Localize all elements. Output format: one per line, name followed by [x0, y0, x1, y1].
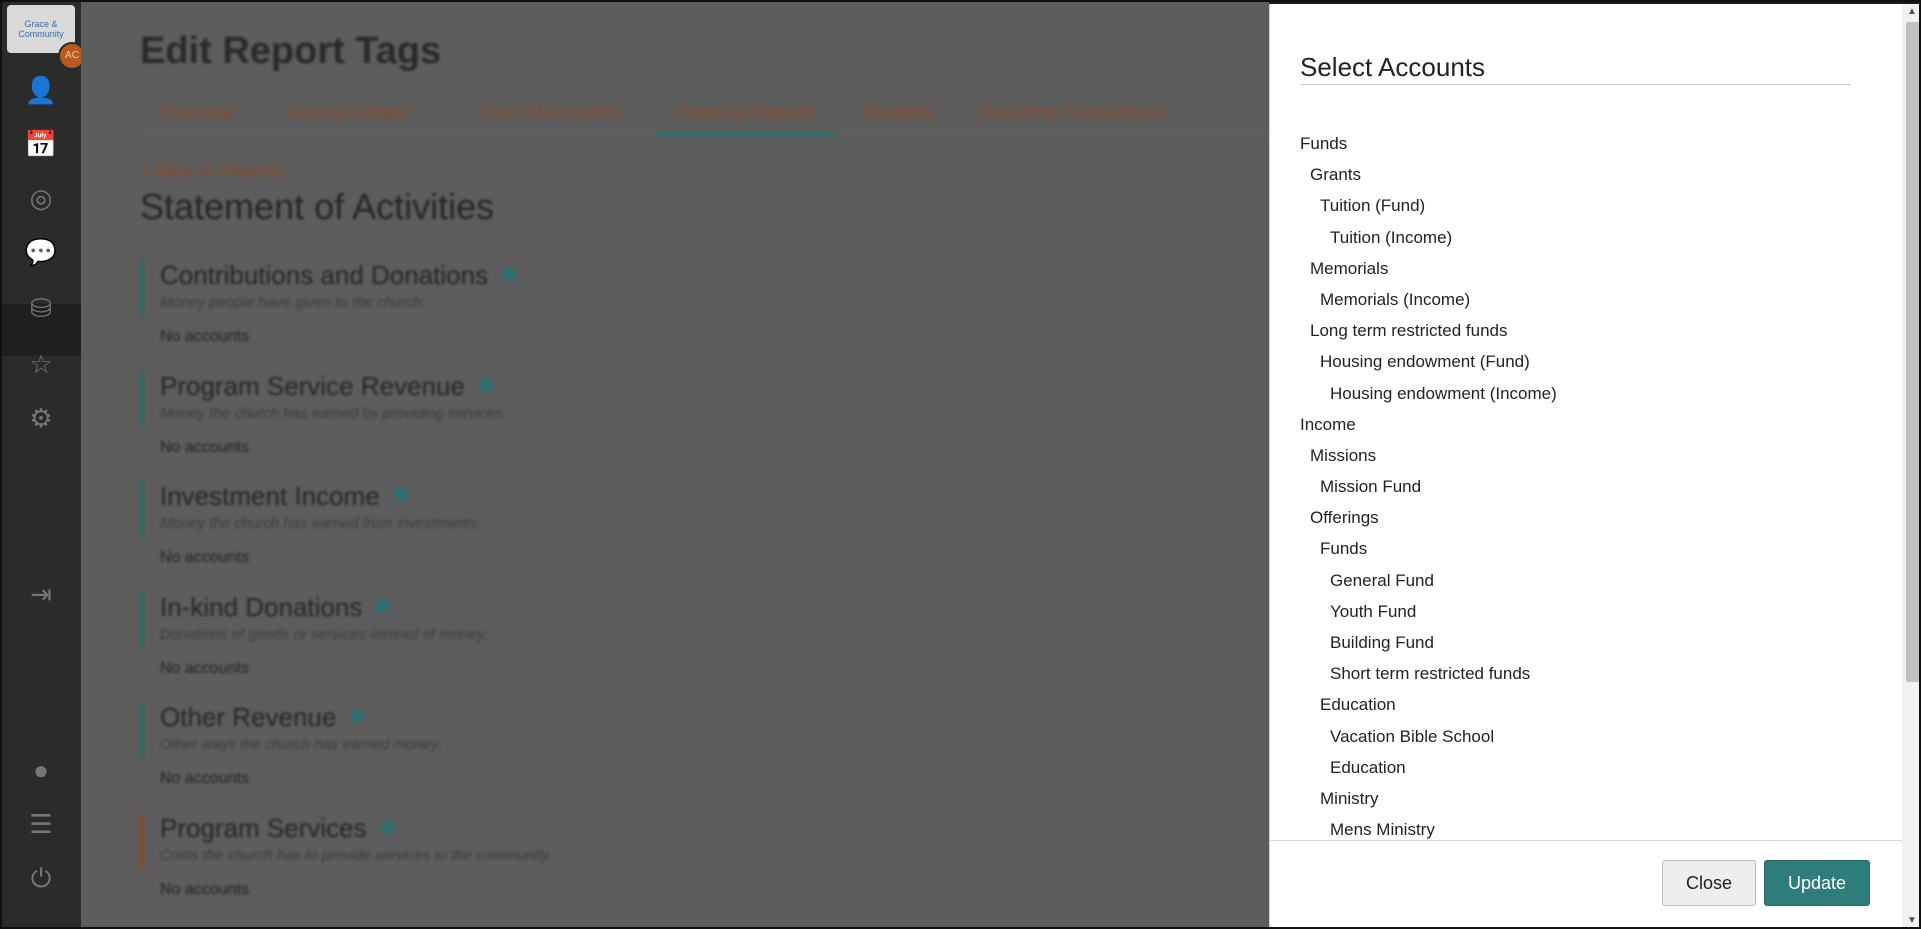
- sliders-icon[interactable]: ☰: [29, 809, 53, 839]
- info-icon[interactable]: [394, 488, 408, 502]
- select-accounts-panel: [1269, 4, 1921, 929]
- account-item[interactable]: Long term restricted funds: [1310, 321, 1508, 341]
- collapse-icon[interactable]: ⇥: [30, 579, 52, 609]
- account-item[interactable]: Housing endowment (Fund): [1320, 352, 1530, 372]
- account-item[interactable]: Education: [1330, 757, 1406, 777]
- info-icon[interactable]: [502, 267, 516, 281]
- info-icon[interactable]: [381, 820, 395, 834]
- footer-divider: [1270, 840, 1902, 841]
- power-icon[interactable]: ⏻: [30, 863, 52, 893]
- section-accounts: No accounts: [160, 439, 249, 456]
- people-icon[interactable]: 👤: [24, 75, 58, 105]
- section-description: Money people have given to the church.: [160, 294, 427, 311]
- account-item[interactable]: Tuition (Income): [1330, 227, 1453, 247]
- account-item[interactable]: Offerings: [1310, 508, 1379, 528]
- main-content: [81, 2, 1269, 929]
- account-item[interactable]: Building Fund: [1330, 633, 1434, 652]
- section-name: Program Services: [160, 813, 367, 843]
- title-divider: [1300, 84, 1850, 85]
- account-item[interactable]: Mens Ministry: [1330, 820, 1435, 840]
- account-item[interactable]: Missions: [1310, 445, 1377, 465]
- section-bar: [140, 371, 144, 427]
- section-bar: [140, 481, 144, 537]
- account-tree[interactable]: [1300, 128, 1860, 840]
- section-accounts: No accounts: [160, 549, 249, 566]
- account-item[interactable]: Memorials: [1310, 258, 1389, 278]
- tab-chart-of-accounts[interactable]: Chart of Accounts: [477, 102, 620, 122]
- report-section: [140, 371, 840, 471]
- star-icon[interactable]: ☆: [29, 349, 53, 379]
- tab-bar: [140, 98, 1269, 136]
- report-section: [140, 702, 840, 802]
- tab-overview[interactable]: Overview: [160, 102, 236, 122]
- calendar-icon[interactable]: 📅: [24, 129, 58, 159]
- account-item[interactable]: Education: [1320, 695, 1396, 715]
- account-item[interactable]: Youth Fund: [1330, 601, 1417, 621]
- giving-icon[interactable]: ◎: [29, 183, 53, 213]
- section-accounts: No accounts: [160, 328, 249, 345]
- account-item[interactable]: Funds: [1300, 134, 1348, 153]
- section-description: Other ways the church has earned money.: [160, 736, 442, 753]
- account-item[interactable]: Income: [1300, 414, 1356, 434]
- section-name: Contributions and Donations: [160, 260, 489, 290]
- left-sidebar: [2, 2, 81, 929]
- panel-title: Select Accounts: [1300, 52, 1485, 82]
- settings-icon[interactable]: ⚙: [29, 403, 53, 433]
- section-name: In-kind Donations: [160, 592, 363, 622]
- report-section: [140, 813, 840, 913]
- scroll-up-arrow-icon[interactable]: ▲: [1907, 6, 1917, 17]
- back-to-reports-link[interactable]: « Back to Reports: [140, 160, 284, 180]
- section-accounts: No accounts: [160, 660, 249, 677]
- section-description: Money the church has earned from investments.: [160, 515, 481, 532]
- tab-recurring-transactions[interactable]: Recurring Transactions: [980, 102, 1166, 122]
- page-title: Edit Report Tags: [140, 30, 442, 72]
- account-item[interactable]: Ministry: [1320, 788, 1379, 808]
- account-item[interactable]: Housing endowment (Income): [1330, 383, 1557, 403]
- section-accounts: No accounts: [160, 770, 249, 787]
- section-bar: [140, 260, 144, 316]
- account-item[interactable]: Vacation Bible School: [1330, 726, 1495, 746]
- section-name: Program Service Revenue: [160, 371, 465, 401]
- tab-general-ledger[interactable]: General Ledger: [284, 102, 410, 122]
- scroll-down-arrow-icon[interactable]: ▼: [1907, 915, 1917, 926]
- section-description: Money the church has earned by providing services.: [160, 405, 507, 422]
- section-bar: [140, 592, 144, 648]
- close-button[interactable]: Close: [1662, 860, 1756, 906]
- account-item[interactable]: Short term restricted funds: [1330, 664, 1531, 684]
- info-icon[interactable]: [350, 709, 364, 723]
- account-item[interactable]: Mission Fund: [1320, 477, 1422, 497]
- section-name: Other Revenue: [160, 702, 337, 732]
- tab-financial-reports[interactable]: Financial Reports: [656, 98, 836, 136]
- account-item[interactable]: Funds: [1320, 539, 1368, 559]
- user-badge[interactable]: AC: [58, 42, 86, 70]
- section-accounts: No accounts: [160, 881, 249, 898]
- section-bar: [140, 702, 144, 758]
- account-item[interactable]: Memorials (Income): [1320, 289, 1471, 309]
- section-description: Donations of goods or services instead of money.: [160, 626, 488, 643]
- messages-icon[interactable]: 💬: [24, 237, 58, 267]
- section-bar: [140, 813, 144, 869]
- info-icon[interactable]: [376, 599, 390, 613]
- section-name: Investment Income: [160, 481, 380, 511]
- tab-budgets[interactable]: Budgets: [867, 102, 934, 122]
- account-item[interactable]: Grants: [1310, 165, 1362, 185]
- report-title: Statement of Activities: [140, 186, 495, 227]
- report-section: [140, 592, 840, 692]
- finance-icon[interactable]: ⛁: [30, 293, 52, 323]
- logo-text: Grace & Community: [18, 19, 64, 39]
- info-icon[interactable]: [479, 378, 493, 392]
- panel-scrollbar[interactable]: [1902, 4, 1921, 929]
- scroll-thumb[interactable]: [1906, 22, 1920, 682]
- report-section: [140, 260, 840, 360]
- account-item[interactable]: General Fund: [1330, 570, 1434, 590]
- account-item[interactable]: Tuition (Fund): [1320, 196, 1426, 216]
- avatar-icon[interactable]: ●: [33, 755, 49, 785]
- report-section: [140, 481, 840, 581]
- section-description: Costs the church has to provide services to the community.: [160, 847, 552, 864]
- update-button[interactable]: Update: [1764, 860, 1870, 906]
